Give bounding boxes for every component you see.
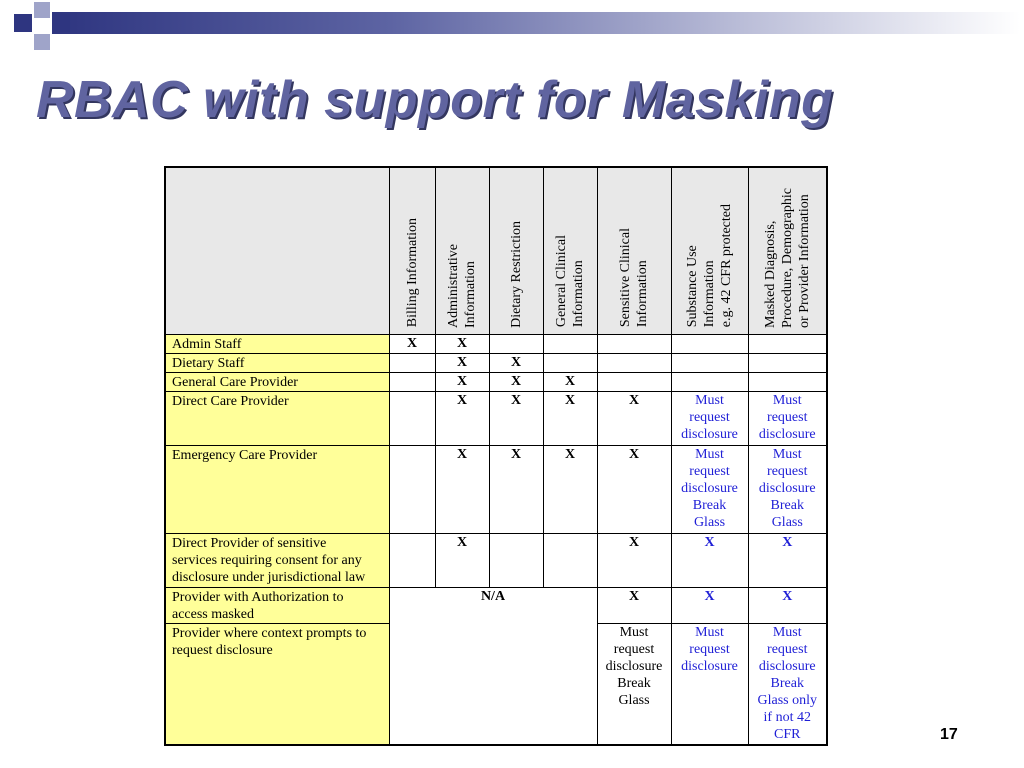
header-corner (165, 167, 389, 334)
table-cell: X (597, 391, 671, 445)
table-cell: X (489, 372, 543, 391)
table-row (165, 334, 827, 353)
table-cell: X (671, 533, 748, 587)
table-row (165, 533, 827, 587)
row-label: Direct Provider of sensitive services requiring consent for any disclosure under jurisdictional law (165, 533, 389, 587)
table-cell: X (748, 533, 827, 587)
row-label: Dietary Staff (165, 353, 389, 372)
table-cell (671, 372, 748, 391)
table-cell (597, 372, 671, 391)
column-header-general-clinical: General Clinical Information (543, 167, 597, 334)
column-header-administrative: Administrative Information (435, 167, 489, 334)
table-cell: X (435, 391, 489, 445)
row-label: Direct Care Provider (165, 391, 389, 445)
table-row (165, 623, 827, 745)
table-cell (389, 353, 435, 372)
header-row (165, 167, 827, 334)
table-row (165, 353, 827, 372)
table-cell (389, 391, 435, 445)
table-cell: X (389, 334, 435, 353)
table-cell (748, 353, 827, 372)
table-cell: X (489, 353, 543, 372)
table-cell (597, 334, 671, 353)
logo-square-dark-2 (52, 14, 70, 32)
rbac-table (164, 166, 828, 746)
table-cell: X (597, 533, 671, 587)
table-cell (748, 372, 827, 391)
column-header-dietary: Dietary Restriction (489, 167, 543, 334)
table-cell: X (435, 372, 489, 391)
table-cell: X (543, 372, 597, 391)
table-row (165, 445, 827, 533)
logo-square-light-1 (34, 2, 50, 18)
logo-square-dark-1 (14, 14, 32, 32)
table-cell: X (597, 445, 671, 533)
table-cell: X (435, 533, 489, 587)
logo-square-light-2 (34, 34, 50, 50)
table-cell: Must request disclosure Break Glass (597, 623, 671, 745)
table-cell (543, 334, 597, 353)
table-cell: X (489, 445, 543, 533)
page-number: 17 (940, 726, 958, 743)
row-label: Provider with Authorization to access masked (165, 587, 389, 623)
column-header-masked: Masked Diagnosis, Procedure, Demographic or Provider Information (748, 167, 827, 334)
table-cell: Must request disclosure (748, 391, 827, 445)
row-label: Provider where context prompts to request disclosure (165, 623, 389, 745)
table-cell (389, 372, 435, 391)
table-cell: X (489, 391, 543, 445)
table-cell: Must request disclosure Break Glass only if not 42 CFR (748, 623, 827, 745)
empty-merged-cell (389, 623, 597, 745)
table-cell: Must request disclosure Break Glass (671, 445, 748, 533)
table-cell: Must request disclosure (671, 391, 748, 445)
table-cell (489, 334, 543, 353)
column-header-substance-use: Substance Use Information e.g. 42 CFR protected (671, 167, 748, 334)
table-cell (748, 334, 827, 353)
table-cell: X (671, 587, 748, 623)
table-cell: X (435, 334, 489, 353)
table-cell: Must request disclosure Break Glass (748, 445, 827, 533)
table-cell: X (543, 391, 597, 445)
table-cell: X (597, 587, 671, 623)
header-gradient-bar (52, 12, 1020, 34)
table-row (165, 587, 827, 623)
table-cell (389, 445, 435, 533)
table-row (165, 391, 827, 445)
table-cell (671, 334, 748, 353)
table-cell: X (435, 353, 489, 372)
table-cell: Must request disclosure (671, 623, 748, 745)
row-label: Emergency Care Provider (165, 445, 389, 533)
table-cell (597, 353, 671, 372)
row-label: Admin Staff (165, 334, 389, 353)
slide-title: RBAC with support for Masking (36, 71, 834, 129)
table-cell (543, 533, 597, 587)
table-cell: X (543, 445, 597, 533)
table-cell (489, 533, 543, 587)
row-label: General Care Provider (165, 372, 389, 391)
table-cell: X (435, 445, 489, 533)
table-row (165, 372, 827, 391)
table-cell (543, 353, 597, 372)
table-cell (671, 353, 748, 372)
table-cell: X (748, 587, 827, 623)
column-header-sensitive-clinical: Sensitive Clinical Information (597, 167, 671, 334)
column-header-billing: Billing Information (389, 167, 435, 334)
na-merged-cell: N/A (389, 587, 597, 623)
table-cell (389, 533, 435, 587)
